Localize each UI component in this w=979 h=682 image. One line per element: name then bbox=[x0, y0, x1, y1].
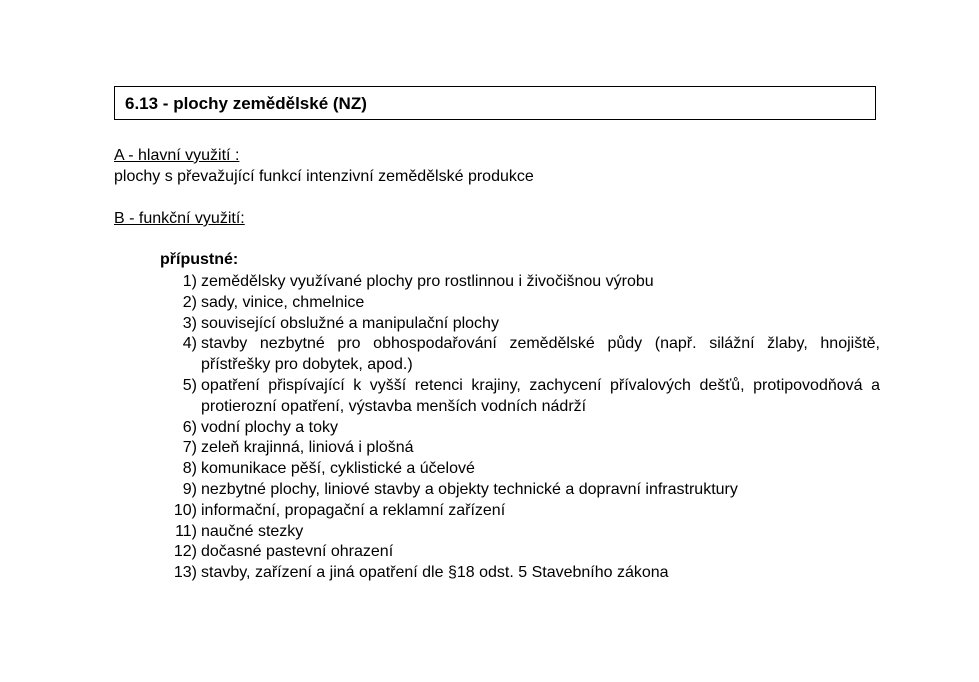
list-item-number-label: 12) bbox=[173, 543, 197, 561]
list-item bbox=[160, 480, 880, 501]
list-item-number-label: 13) bbox=[173, 564, 197, 582]
list-item-text: stavby nezbytné pro obhospodařování zemědělské půdy (např. silážní žlaby, hnojiště, přístřešky pro dobytek, apod.) bbox=[201, 335, 880, 374]
list-item-text: opatření přispívající k vyšší retenci krajiny, zachycení přívalových dešťů, protipovodňová a protierozní opatření, výstavba menších vodních nádrží bbox=[201, 376, 880, 415]
list-item-text: stavby, zařízení a jiná opatření dle §18 odst. 5 Stavebního zákona bbox=[201, 564, 669, 582]
list-item-text: zemědělsky využívané plochy pro rostlinnou i živočišnou výrobu bbox=[201, 273, 654, 290]
list-item bbox=[160, 542, 880, 563]
list-item-number-label: 10) bbox=[173, 501, 197, 519]
list-item-number-label: 8) bbox=[182, 460, 197, 478]
list-item-text: naučné stezky bbox=[201, 522, 304, 540]
list-item bbox=[160, 418, 880, 439]
list-item-text: nezbytné plochy, liniové stavby a objekty technické a dopravní infrastruktury bbox=[201, 480, 738, 498]
list-item-number-label: 7) bbox=[182, 439, 197, 457]
list-item-number-label: 2) bbox=[182, 293, 197, 311]
list-item-number bbox=[160, 480, 201, 501]
list-item bbox=[160, 314, 880, 335]
list-item-number bbox=[160, 563, 201, 584]
list-item-text: související obslužné a manipulační plochy bbox=[201, 314, 499, 332]
list-item bbox=[160, 522, 880, 543]
list-item-number-label: 6) bbox=[182, 418, 197, 436]
list-item-number bbox=[160, 314, 201, 335]
list-item-number-label: 11) bbox=[175, 522, 197, 540]
list-item-text: sady, vinice, chmelnice bbox=[201, 293, 365, 311]
list-item-text: dočasné pastevní ohrazení bbox=[201, 543, 394, 561]
list-item-number-label: 5) bbox=[182, 376, 197, 394]
list-item-number-label: 9) bbox=[182, 480, 197, 498]
heading-functional-use: B - funkční využití: bbox=[114, 210, 245, 227]
main-use-text: plochy s převažující funkcí intenzivní zemědělské produkce bbox=[114, 168, 534, 185]
list-item-number bbox=[160, 459, 201, 480]
list-item bbox=[160, 376, 880, 418]
list-item bbox=[160, 272, 880, 293]
permitted-subheading: přípustné: bbox=[160, 251, 239, 268]
list-item-number bbox=[160, 293, 201, 314]
list-item-text: komunikace pěší, cyklistické a účelové bbox=[201, 460, 475, 478]
section-title-box bbox=[114, 86, 876, 120]
list-item-number bbox=[160, 501, 201, 522]
list-item bbox=[160, 563, 880, 584]
list-item-number bbox=[160, 438, 201, 459]
list-item bbox=[160, 501, 880, 522]
list-item bbox=[160, 334, 880, 376]
list-item-text: zeleň krajinná, liniová i plošná bbox=[201, 439, 414, 457]
permitted-list bbox=[160, 272, 880, 584]
list-item-number-label: 4) bbox=[182, 335, 197, 353]
list-item-number bbox=[160, 376, 201, 397]
list-item-number bbox=[160, 272, 201, 293]
list-item-number bbox=[160, 418, 201, 439]
list-item-text: vodní plochy a toky bbox=[201, 418, 338, 436]
list-item-number-label: 3) bbox=[182, 314, 197, 332]
list-item bbox=[160, 293, 880, 314]
list-item-number bbox=[160, 522, 201, 543]
list-item-text: informační, propagační a reklamní zařízení bbox=[201, 501, 506, 519]
list-item bbox=[160, 438, 880, 459]
list-item-number bbox=[160, 334, 201, 355]
list-item-number bbox=[160, 542, 201, 563]
section-title: 6.13 - plochy zemědělské (NZ) bbox=[125, 94, 367, 113]
list-item bbox=[160, 459, 880, 480]
heading-main-use: A - hlavní využití : bbox=[114, 147, 240, 164]
list-item-number-label: 1) bbox=[182, 273, 197, 290]
